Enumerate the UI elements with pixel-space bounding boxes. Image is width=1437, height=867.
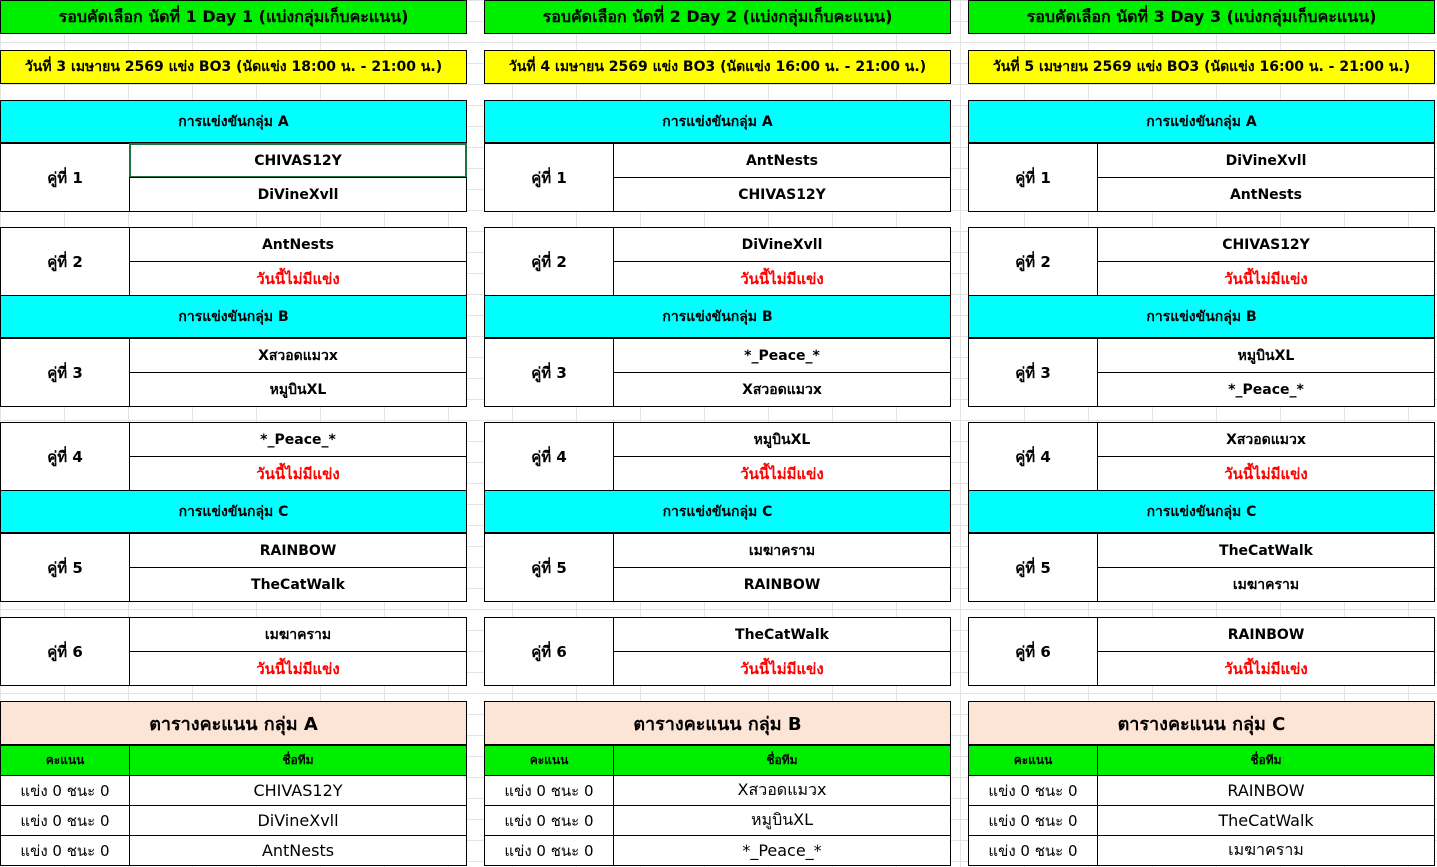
day-title-cell[interactable]: รอบคัดเลือก นัดที่ 3 Day 3 (แบ่งกลุ่มเก็บคะแนน)	[968, 0, 1435, 34]
group-header-cell[interactable]: การแข่งขันกลุ่ม A	[968, 100, 1435, 143]
team-cell[interactable]: RAINBOW	[1097, 617, 1435, 652]
scoreboard-team-header[interactable]: ชื่อทีม	[613, 745, 951, 776]
team-cell[interactable]: Xสวอดแมวx	[1097, 422, 1435, 457]
scoreboard-points-cell[interactable]: แข่ง 0 ชนะ 0	[968, 835, 1098, 866]
scoreboard-team-header[interactable]: ชื่อทีม	[1097, 745, 1435, 776]
group-header-cell[interactable]: การแข่งขันกลุ่ม B	[0, 295, 467, 338]
team-cell[interactable]: เมฆาคราม	[129, 617, 467, 652]
team-cell[interactable]: *_Peace_*	[1097, 372, 1435, 407]
scoreboard-points-header[interactable]: คะแนน	[484, 745, 614, 776]
group-header-cell[interactable]: การแข่งขันกลุ่ม C	[0, 490, 467, 533]
pair-label-cell[interactable]: คู่ที่ 3	[0, 338, 130, 407]
pair-label-cell[interactable]: คู่ที่ 5	[0, 533, 130, 602]
pair-label-cell[interactable]: คู่ที่ 2	[0, 227, 130, 296]
scoreboard-team-cell[interactable]: เมฆาคราม	[1097, 835, 1435, 866]
pair-label-cell[interactable]: คู่ที่ 5	[968, 533, 1098, 602]
team-cell[interactable]: CHIVAS12Y	[1097, 227, 1435, 262]
scoreboard-points-cell[interactable]: แข่ง 0 ชนะ 0	[484, 775, 614, 806]
team-cell[interactable]: เมฆาคราม	[1097, 567, 1435, 602]
team-cell[interactable]: *_Peace_*	[613, 338, 951, 373]
team-cell[interactable]: AntNests	[1097, 177, 1435, 212]
match-date-cell[interactable]: วันที่ 3 เมษายน 2569 แข่ง BO3 (นัดแข่ง 18:00 น. - 21:00 น.)	[0, 50, 467, 84]
pair-label-cell[interactable]: คู่ที่ 2	[968, 227, 1098, 296]
match-date-cell[interactable]: วันที่ 5 เมษายน 2569 แข่ง BO3 (นัดแข่ง 16:00 น. - 21:00 น.)	[968, 50, 1435, 84]
pair-label-cell[interactable]: คู่ที่ 5	[484, 533, 614, 602]
day-title-cell[interactable]: รอบคัดเลือก นัดที่ 2 Day 2 (แบ่งกลุ่มเก็บคะแนน)	[484, 0, 951, 34]
scoreboard-points-cell[interactable]: แข่ง 0 ชนะ 0	[484, 805, 614, 836]
pair-label-cell[interactable]: คู่ที่ 4	[484, 422, 614, 491]
group-header-cell[interactable]: การแข่งขันกลุ่ม C	[484, 490, 951, 533]
team-cell[interactable]: Xสวอดแมวx	[613, 372, 951, 407]
team-cell[interactable]: TheCatWalk	[1097, 533, 1435, 568]
scoreboard-points-header[interactable]: คะแนน	[968, 745, 1098, 776]
group-header-cell[interactable]: การแข่งขันกลุ่ม A	[484, 100, 951, 143]
team-cell[interactable]: หมูบินXL	[1097, 338, 1435, 373]
team-cell[interactable]: DiVineXvll	[613, 227, 951, 262]
pair-label-cell[interactable]: คู่ที่ 1	[968, 143, 1098, 212]
team-cell[interactable]: CHIVAS12Y	[613, 177, 951, 212]
scoreboard-title-cell[interactable]: ตารางคะแนน กลุ่ม C	[968, 701, 1435, 745]
scoreboard-points-header[interactable]: คะแนน	[0, 745, 130, 776]
day-title-cell[interactable]: รอบคัดเลือก นัดที่ 1 Day 1 (แบ่งกลุ่มเก็บคะแนน)	[0, 0, 467, 34]
pair-label-cell[interactable]: คู่ที่ 2	[484, 227, 614, 296]
group-header-cell[interactable]: การแข่งขันกลุ่ม A	[0, 100, 467, 143]
pair-label-cell[interactable]: คู่ที่ 6	[968, 617, 1098, 686]
pair-label-cell[interactable]: คู่ที่ 3	[968, 338, 1098, 407]
no-match-cell[interactable]: วันนี้ไม่มีแข่ง	[613, 651, 951, 686]
scoreboard-points-cell[interactable]: แข่ง 0 ชนะ 0	[0, 775, 130, 806]
no-match-cell[interactable]: วันนี้ไม่มีแข่ง	[129, 261, 467, 296]
scoreboard-points-cell[interactable]: แข่ง 0 ชนะ 0	[968, 775, 1098, 806]
pair-label-cell[interactable]: คู่ที่ 6	[484, 617, 614, 686]
scoreboard-points-cell[interactable]: แข่ง 0 ชนะ 0	[0, 835, 130, 866]
pair-label-cell[interactable]: คู่ที่ 1	[484, 143, 614, 212]
scoreboard-team-header[interactable]: ชื่อทีม	[129, 745, 467, 776]
team-cell[interactable]: DiVineXvll	[129, 177, 467, 212]
team-cell[interactable]: DiVineXvll	[1097, 143, 1435, 178]
pair-label-cell[interactable]: คู่ที่ 4	[0, 422, 130, 491]
no-match-cell[interactable]: วันนี้ไม่มีแข่ง	[1097, 651, 1435, 686]
no-match-cell[interactable]: วันนี้ไม่มีแข่ง	[1097, 456, 1435, 491]
team-cell[interactable]: เมฆาคราม	[613, 533, 951, 568]
scoreboard-team-cell[interactable]: DiVineXvll	[129, 805, 467, 836]
scoreboard-team-cell[interactable]: *_Peace_*	[613, 835, 951, 866]
scoreboard-team-cell[interactable]: Xสวอดแมวx	[613, 775, 951, 806]
team-cell[interactable]: TheCatWalk	[129, 567, 467, 602]
scoreboard-points-cell[interactable]: แข่ง 0 ชนะ 0	[968, 805, 1098, 836]
pair-label-cell[interactable]: คู่ที่ 6	[0, 617, 130, 686]
day-column-3	[968, 0, 1435, 867]
team-cell[interactable]: *_Peace_*	[129, 422, 467, 457]
scoreboard-team-cell[interactable]: หมูบินXL	[613, 805, 951, 836]
day-column-2	[484, 0, 951, 867]
team-cell[interactable]: AntNests	[613, 143, 951, 178]
team-cell[interactable]: RAINBOW	[613, 567, 951, 602]
no-match-cell[interactable]: วันนี้ไม่มีแข่ง	[613, 456, 951, 491]
scoreboard-team-cell[interactable]: AntNests	[129, 835, 467, 866]
no-match-cell[interactable]: วันนี้ไม่มีแข่ง	[1097, 261, 1435, 296]
team-cell[interactable]: Xสวอดแมวx	[129, 338, 467, 373]
day-column-1	[0, 0, 467, 867]
team-cell[interactable]: AntNests	[129, 227, 467, 262]
match-date-cell[interactable]: วันที่ 4 เมษายน 2569 แข่ง BO3 (นัดแข่ง 16:00 น. - 21:00 น.)	[484, 50, 951, 84]
group-header-cell[interactable]: การแข่งขันกลุ่ม B	[968, 295, 1435, 338]
scoreboard-title-cell[interactable]: ตารางคะแนน กลุ่ม B	[484, 701, 951, 745]
group-header-cell[interactable]: การแข่งขันกลุ่ม C	[968, 490, 1435, 533]
team-cell[interactable]: หมูบินXL	[129, 372, 467, 407]
no-match-cell[interactable]: วันนี้ไม่มีแข่ง	[613, 261, 951, 296]
scoreboard-points-cell[interactable]: แข่ง 0 ชนะ 0	[484, 835, 614, 866]
team-cell[interactable]: CHIVAS12Y	[129, 143, 467, 178]
no-match-cell[interactable]: วันนี้ไม่มีแข่ง	[129, 651, 467, 686]
scoreboard-team-cell[interactable]: TheCatWalk	[1097, 805, 1435, 836]
scoreboard-team-cell[interactable]: CHIVAS12Y	[129, 775, 467, 806]
pair-label-cell[interactable]: คู่ที่ 3	[484, 338, 614, 407]
no-match-cell[interactable]: วันนี้ไม่มีแข่ง	[129, 456, 467, 491]
team-cell[interactable]: TheCatWalk	[613, 617, 951, 652]
pair-label-cell[interactable]: คู่ที่ 4	[968, 422, 1098, 491]
scoreboard-title-cell[interactable]: ตารางคะแนน กลุ่ม A	[0, 701, 467, 745]
team-cell[interactable]: หมูบินXL	[613, 422, 951, 457]
scoreboard-points-cell[interactable]: แข่ง 0 ชนะ 0	[0, 805, 130, 836]
pair-label-cell[interactable]: คู่ที่ 1	[0, 143, 130, 212]
group-header-cell[interactable]: การแข่งขันกลุ่ม B	[484, 295, 951, 338]
scoreboard-team-cell[interactable]: RAINBOW	[1097, 775, 1435, 806]
team-cell[interactable]: RAINBOW	[129, 533, 467, 568]
